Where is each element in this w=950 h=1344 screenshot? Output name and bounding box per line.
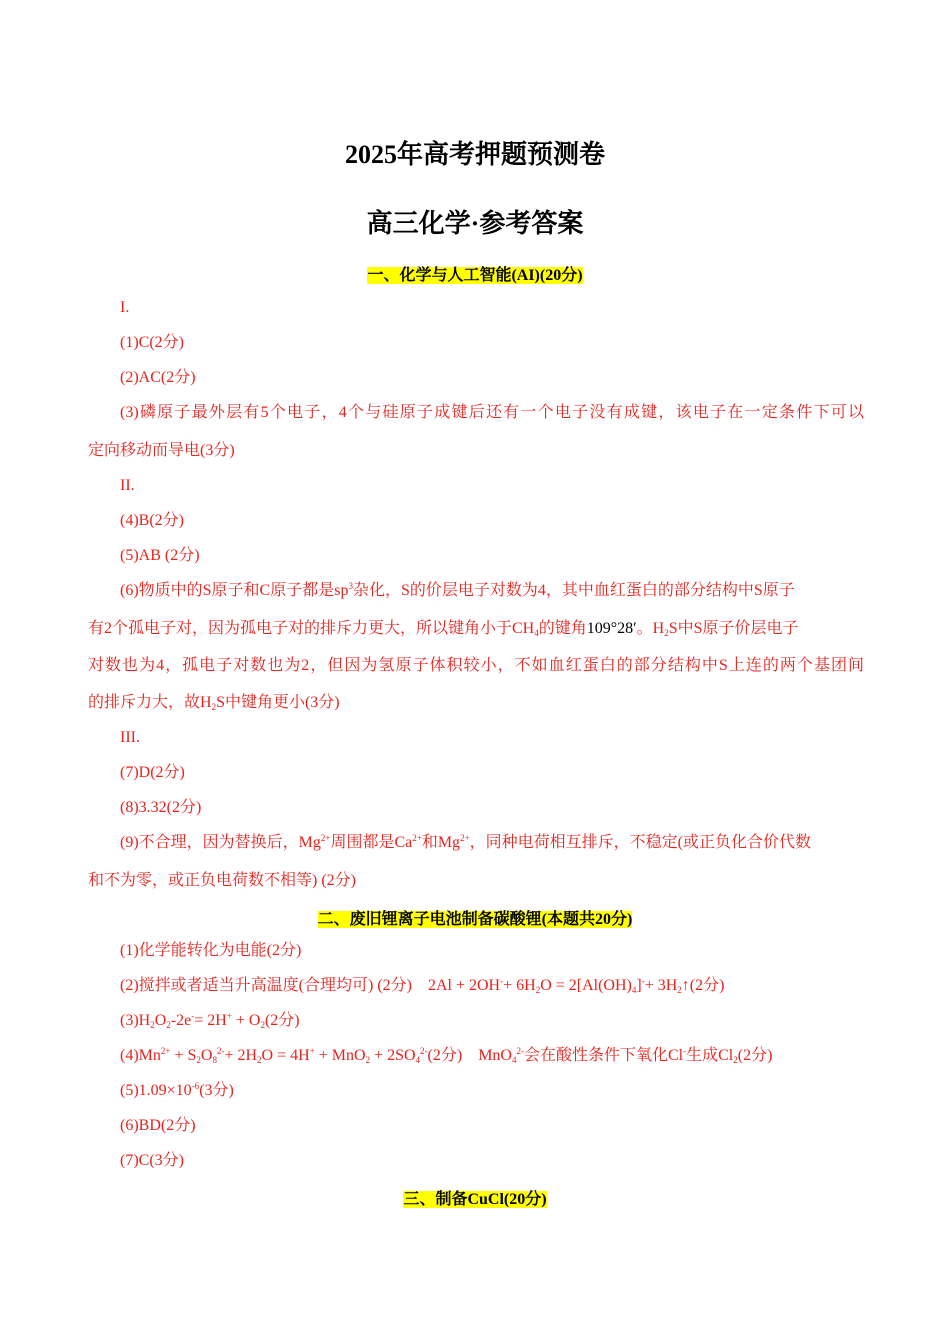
bond-angle: 109°28′ [586, 620, 637, 637]
answer-line: (4)B(2分) [120, 512, 184, 529]
part-label-i: I. [120, 299, 130, 316]
answer-line: (5)AB (2分) [120, 547, 200, 564]
answer-line: 和不为零，或正负电荷数不相等) (2分) [88, 872, 356, 889]
answer-line: (3)磷原子最外层有5个电子，4个与硅原子成键后还有一个电子没有成键，该电子在一定条件下可以 [120, 404, 864, 421]
answer-line: $(3)H_2O_2-2e^-= 2H^+ + O_2(2$分) [120, 1011, 300, 1030]
section-heading-2: 二、废旧锂离子电池制备碳酸锂(本题共20分) [317, 911, 633, 928]
answer-line: (7)C(3分) [120, 1152, 184, 1169]
answer-line: 有2个孤电子对，因为孤电子对的排斥力更大，所以键角小于$CH_4$的键角109°28′。$H_2S$中S原子价层电子 [88, 620, 799, 638]
part-label-ii: II. [120, 477, 135, 494]
page-title: 2025年高考押题预测卷 [344, 140, 605, 169]
answer-line: (1)C(2分) [120, 334, 184, 351]
section-heading-3: 三、制备CuCl(20分) [403, 1191, 547, 1208]
answer-line: (6)BD(2分) [120, 1117, 196, 1134]
part-label-iii: III. [120, 729, 140, 746]
answer-line: (6)物质中的S原子和C原子都是$sp^3$杂化，S的价层电子对数为4，其中血红蛋白的部分结构中S原子 [120, 581, 795, 599]
answer-line: (2)搅拌或者适当升高温度(合理均可) (2分) $2Al + 2OH^-+ 6H_2O = 2[Al(OH)_4]^-+$ $3H_2↑(2$分) [120, 976, 725, 995]
answer-line: (8)3.32(2分) [120, 799, 202, 816]
answer-line: 的排斥力大，故$H_2S$中键角更小(3分) [88, 694, 340, 712]
answer-line: (9)不合理，因为替换后，$Mg^{2+}$周围都是$Ca^{2+}$和$Mg^{2+}$，同种电荷相互排斥，不稳定(或正负化合价代数 [120, 833, 811, 851]
section-heading-1: 一、化学与人工智能(AI)(20分) [367, 267, 583, 284]
answer-line: (7)D(2分) [120, 764, 185, 781]
answer-line: (2)AC(2分) [120, 369, 196, 386]
answer-line: 对数也为4，孤电子对数也为2，但因为氢原子体积较小，不如血红蛋白的部分结构中S上连的两个基团间 [88, 657, 864, 674]
answer-line: (1)化学能转化为电能(2分) [120, 942, 302, 959]
answer-line: 定向移动而导电(3分) [88, 442, 235, 459]
page-subtitle: 高三化学·参考答案 [366, 209, 584, 238]
answer-line: $(4)Mn^{2+} + S_2O_8^{2-}+ 2H_2O = 4H^+ + MnO_2 + 2SO_4^{2-}(2$分) MnO$_4^{2-}$会在酸性条件下氧化Cl-生成$Cl_2(2$分) [120, 1046, 773, 1065]
answer-line: $(5)1.09\times 10^{-6}(3$分) [120, 1081, 234, 1099]
